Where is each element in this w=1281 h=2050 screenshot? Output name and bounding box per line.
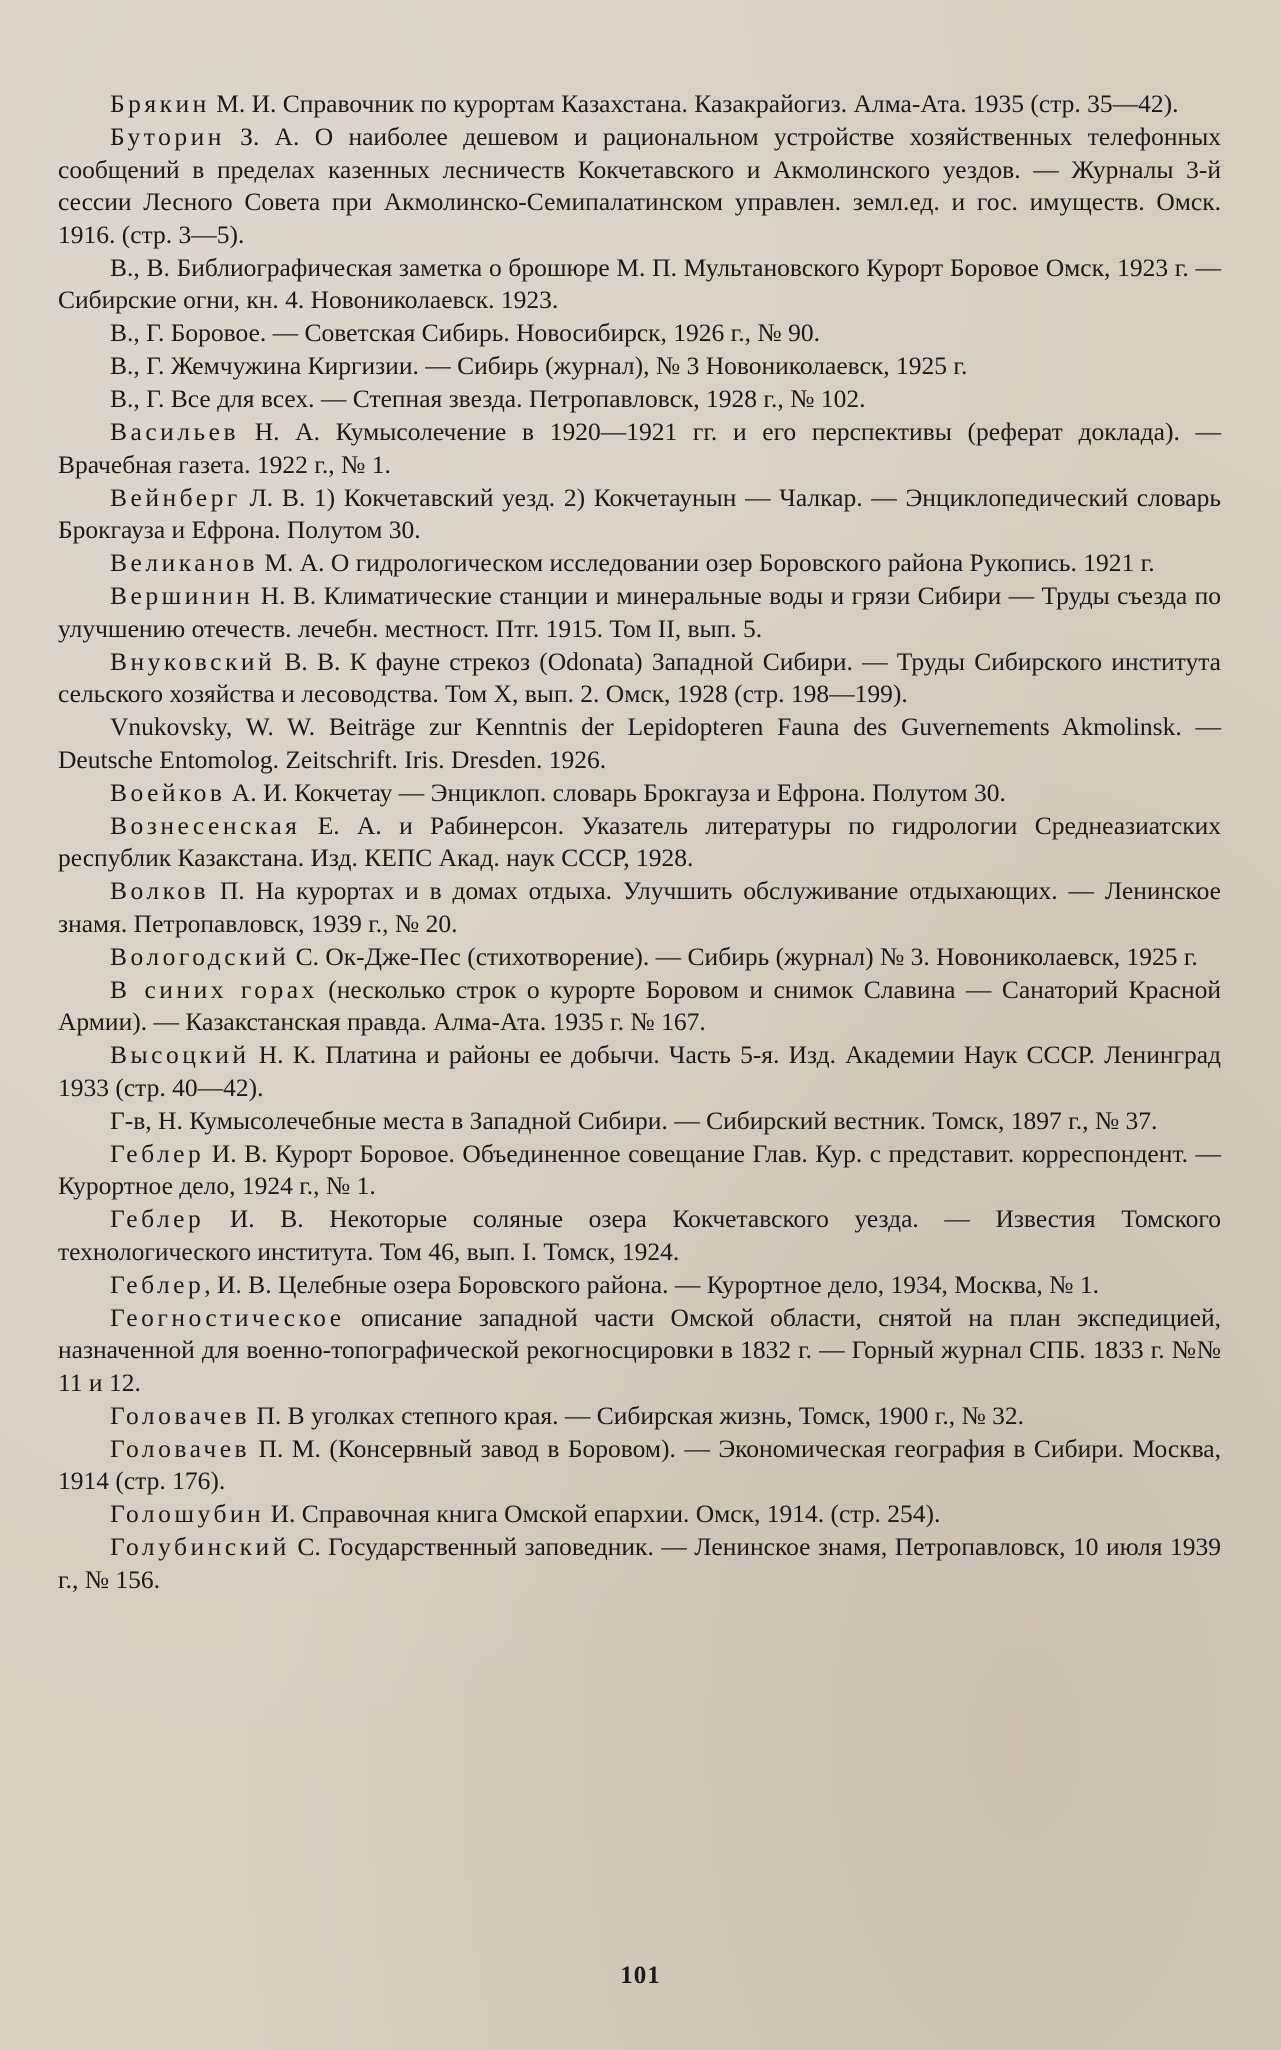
bibliography-entry	[58, 1105, 1221, 1138]
entry-author: Брякин	[110, 89, 210, 118]
entry-text: М. И. Справочник по курортам Казахстана. Казакрайогиз. Алма-Ата. 1935 (стр. 35—42).	[209, 89, 1179, 118]
bibliography-list	[58, 88, 1221, 1596]
entry-author: Высоцкий	[110, 1040, 250, 1069]
entry-author: Голошубин	[110, 1499, 265, 1528]
bibliography-entry	[58, 547, 1221, 580]
entry-author: Вершинин	[110, 581, 254, 610]
entry-author: Голубинский	[110, 1532, 290, 1561]
entry-text: Vnukovsky, W. W. Beiträge zur Kenntnis der Lepidopteren Fauna des Guvernements Akmolinsk. — Deutsche Entomolog. Zeitschrift. Iris. Dresden. 1926.	[58, 712, 1221, 774]
entry-text: В., Г. Боровое. — Советская Сибирь. Новосибирск, 1926 г., № 90.	[110, 318, 820, 347]
bibliography-entry	[58, 580, 1221, 645]
entry-author: Васильев	[110, 417, 240, 446]
bibliography-entry	[58, 350, 1221, 383]
bibliography-entry	[58, 1498, 1221, 1531]
entry-author: Волков	[110, 876, 210, 905]
bibliography-entry	[58, 1269, 1221, 1302]
entry-text: Е. А. и Рабинерсон. Указатель литературы по гидрологии Среднеазиатских республик Казакстана. Изд. КЕПС Акад. наук СССР, 1928.	[58, 810, 1221, 872]
entry-author: Воейков	[110, 777, 226, 807]
bibliography-entry	[58, 941, 1221, 974]
entry-author: Головачев	[110, 1433, 251, 1463]
entry-author: Вейнберг	[110, 482, 241, 512]
bibliography-entry	[58, 383, 1221, 416]
bibliography-entry	[58, 875, 1221, 940]
bibliography-entry	[58, 1138, 1221, 1203]
bibliography-entry	[58, 252, 1221, 317]
entry-author: Геблер	[110, 1138, 205, 1168]
entry-author: Внуковский	[110, 646, 276, 676]
entry-text: З. А. О наиболее дешевом и рациональном устройстве хозяйственных телефонных сообщений в пределах казенных лесничеств Кокчетавского и Акмолинского уездов. — Журналы 3-й сессии Лесного Совета при Акмолинско-Семипалатинском управлен. земл.ед. и гос. имуществ. Омск. 1916. (стр. 3—5).	[58, 122, 1221, 249]
entry-text: , И. В. Целебные озера Боровского района. — Курортное дело, 1934, Москва, № 1.	[204, 1269, 1099, 1299]
entry-text: И. В. Курорт Боровое. Объединенное совещание Глав. Кур. с представит. корреспондент. — Курортное дело, 1924 г., № 1.	[58, 1138, 1221, 1200]
bibliography-entry	[58, 317, 1221, 350]
bibliography-entry	[58, 1302, 1221, 1400]
bibliography-entry	[58, 810, 1221, 875]
bibliography-entry	[58, 416, 1221, 481]
entry-text: И. В. Некоторые соляные озера Кокчетавского уезда. — Известия Томского технологического института. Том 46, вып. I. Томск, 1924.	[58, 1204, 1221, 1266]
entry-text: В., Г. Все для всех. — Степная звезда. Петропавловск, 1928 г., № 102.	[110, 384, 866, 413]
bibliography-entry	[58, 482, 1221, 547]
entry-text: Н. А. Кумысолечение в 1920—1921 гг. и его перспективы (реферат доклада). — Врачебная газета. 1922 г., № 1.	[58, 417, 1221, 479]
entry-text: В. В. К фауне стрекоз (Odonata) Западной Сибири. — Труды Сибирского института сельского хозяйства и лесоводства. Том X, вып. 2. Омск, 1928 (стр. 198—199).	[58, 646, 1221, 708]
entry-text: Н. В. Климатические станции и минеральные воды и грязи Сибири — Труды съезда по улучшению отечеств. лечебн. местност. Птг. 1915. Том II, вып. 5.	[58, 581, 1221, 643]
entry-text: С. Ок-Дже-Пес (стихотворение). — Сибирь (журнал) № 3. Новониколаевск, 1925 г.	[289, 941, 1198, 971]
entry-text: Н. К. Платина и районы ее добычи. Часть 5-я. Изд. Академии Наук СССР. Ленинград 1933 (стр. 40—42).	[58, 1040, 1221, 1102]
bibliography-entry	[58, 646, 1221, 711]
entry-text: Л. В. 1) Кокчетавский уезд. 2) Кокчетаунын — Чалкар. — Энциклопедический словарь Брокгауза и Ефрона. Полутом 30.	[58, 482, 1221, 544]
bibliography-entry	[58, 1203, 1221, 1268]
entry-text: В., Г. Жемчужина Киргизии. — Сибирь (журнал), № 3 Новониколаевск, 1925 г.	[110, 351, 968, 380]
bibliography-entry	[58, 711, 1221, 776]
entry-author: Вологодский	[110, 941, 290, 971]
entry-author: Великанов	[110, 548, 258, 577]
page-number: 101	[620, 1962, 661, 1989]
entry-author: Геблер	[110, 1269, 205, 1299]
entry-author: В синих горах	[110, 974, 318, 1004]
entry-text: В., В. Библиографическая заметка о брошюре М. П. Мультановского Курорт Боровое Омск, 1923 г. — Сибирские огни, кн. 4. Новониколаевск. 1923.	[58, 252, 1221, 314]
bibliography-entry	[58, 1531, 1221, 1596]
entry-author: Головачев	[110, 1400, 251, 1430]
entry-author: Буторин	[110, 122, 225, 151]
bibliography-entry	[58, 1400, 1221, 1433]
bibliography-entry	[58, 974, 1221, 1039]
entry-text: (несколько строк о курорте Боровом и снимок Славина — Санаторий Красной Армии). — Казакстанская правда. Алма-Ата. 1935 г. № 167.	[58, 974, 1221, 1036]
bibliography-entry	[58, 777, 1221, 810]
bibliography-entry	[58, 121, 1221, 251]
entry-text: П. В уголках степного края. — Сибирская жизнь, Томск, 1900 г., № 32.	[250, 1400, 1025, 1430]
entry-author: Геблер	[110, 1204, 205, 1233]
entry-text: описание западной части Омской области, снятой на план экспедицией, назначенной для военно-топографической рекогносцировки в 1832 г. — Горный журнал СПБ. 1833 г. №№ 11 и 12.	[58, 1302, 1221, 1397]
entry-author: Геогностическое	[110, 1302, 345, 1332]
entry-text: М. А. О гидрологическом исследовании озер Боровского района Рукопись. 1921 г.	[257, 548, 1155, 577]
bibliography-entry	[58, 88, 1221, 121]
bibliography-entry	[58, 1039, 1221, 1104]
entry-text: А. И. Кокчетау — Энциклоп. словарь Брокгауза и Ефрона. Полутом 30.	[225, 777, 1006, 807]
entry-text: С. Государственный заповедник. — Ленинское знамя, Петропавловск, 10 июля 1939 г., № 156.	[58, 1532, 1221, 1594]
entry-author: Вознесенская	[110, 810, 301, 840]
entry-text: И. Справочная книга Омской епархии. Омск, 1914. (стр. 254).	[264, 1499, 941, 1528]
entry-text: П. На курортах и в домах отдыха. Улучшить обслуживание отдыхающих. — Ленинское знамя. Петропавловск, 1939 г., № 20.	[58, 876, 1221, 938]
entry-text: П. М. (Консервный завод в Боровом). — Экономическая география в Сибири. Москва, 1914 (стр. 176).	[58, 1433, 1221, 1495]
entry-text: Г-в, Н. Кумысолечебные места в Западной Сибири. — Сибирский вестник. Томск, 1897 г., № 37.	[110, 1105, 1158, 1135]
bibliography-entry	[58, 1433, 1221, 1498]
